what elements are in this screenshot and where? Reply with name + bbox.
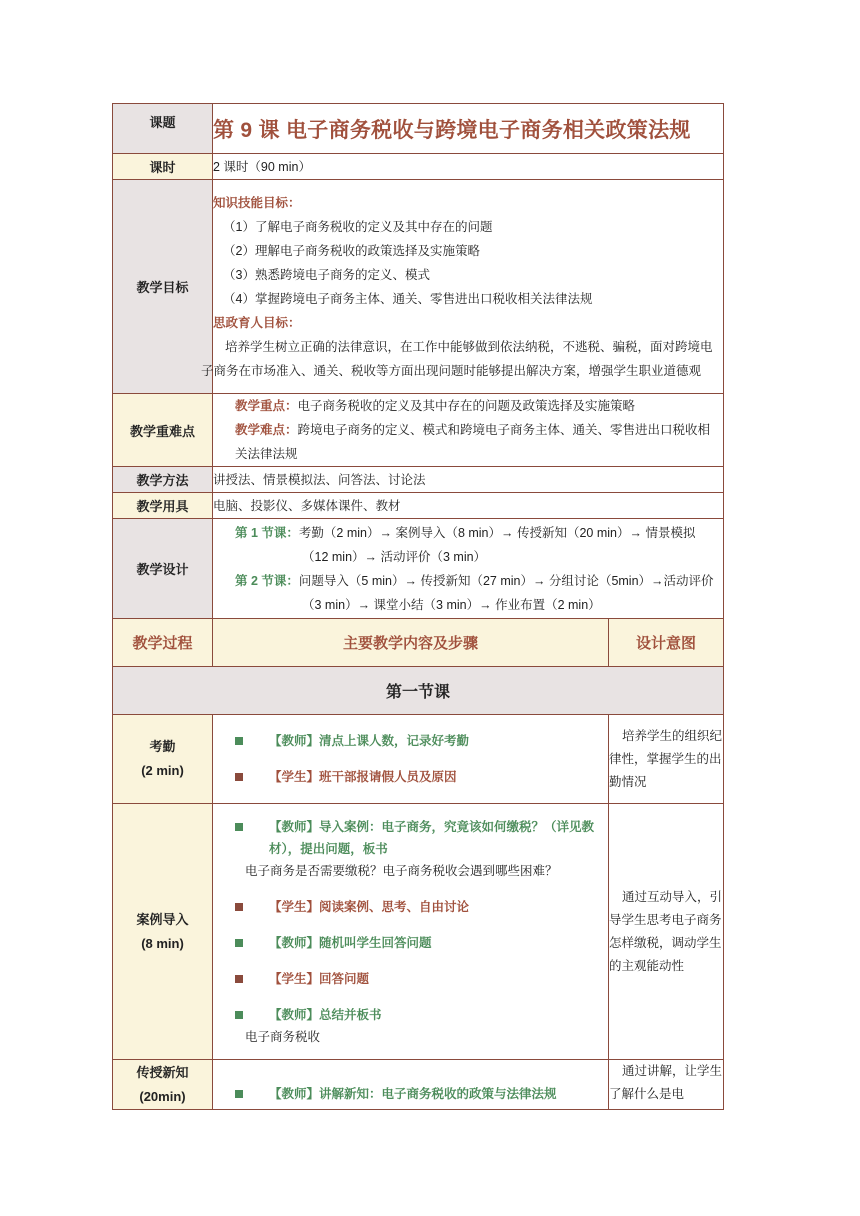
row-design [113, 519, 724, 619]
square-bullet-icon [235, 823, 243, 831]
case-teacher-2: 【教师】随机叫学生回答问题 [269, 935, 432, 950]
design-label: 教学设计 [113, 519, 213, 619]
newknow-intent: 通过讲解，让学生了解什么是电 [609, 1064, 723, 1101]
case-student-1: 【学生】阅读案例、思考、自由讨论 [269, 899, 470, 914]
row-methods [113, 467, 724, 493]
case-teacher-1: 【教师】导入案例：电子商务，究竟该如何缴税？（详见教材），提出问题，板书 [269, 819, 595, 856]
row-newknow [113, 1060, 724, 1110]
square-bullet-icon [235, 903, 243, 911]
case-time: (8 min) [141, 935, 184, 951]
case-label: 案例导入 [136, 911, 189, 927]
case-teacher-3: 【教师】总结并板书 [269, 1007, 382, 1022]
attendance-time: (2 min) [141, 763, 184, 778]
square-bullet-icon [235, 975, 243, 983]
tools-value: 电脑、投影仪、多媒体课件、教材 [213, 493, 724, 519]
row-objectives [113, 180, 724, 394]
row-hours [113, 154, 724, 180]
ideology-heading: 思政育人目标： [213, 315, 301, 330]
skill-item: （4）掌握跨境电子商务主体、通关、零售进出口税收相关法律法规 [223, 291, 593, 306]
row-attendance [113, 715, 724, 804]
row-keypoints [113, 394, 724, 467]
methods-label: 教学方法 [113, 467, 213, 493]
square-bullet-icon [235, 1011, 243, 1019]
square-bullet-icon [235, 1090, 243, 1098]
key-label: 教学重点： [235, 399, 298, 413]
attendance-intent: 培养学生的组织纪律性，掌握学生的出勤情况 [609, 728, 723, 789]
case-intent: 通过互动导入，引导学生思考电子商务怎样缴税，调动学生的主观能动性 [609, 889, 723, 973]
attendance-student: 【学生】班干部报请假人员及原因 [269, 770, 457, 784]
square-bullet-icon [235, 939, 243, 947]
newknow-teacher-1: 【教师】讲解新知：电子商务税收的政策与法律法规 [269, 1087, 557, 1101]
objectives-label: 教学目标 [113, 180, 213, 394]
section1-title: 第一节课 [113, 667, 724, 715]
lesson-title: 第 9 课 电子商务税收与跨境电子商务相关政策法规 [213, 104, 724, 154]
keypoints-label: 教学重难点 [113, 394, 213, 467]
header-process: 教学过程 [113, 619, 213, 667]
difficulty-text: 跨境电子商务的定义、模式和跨境电子商务主体、通关、零售进出口税收相关法律法规 [235, 423, 711, 461]
ideology-text: 培养学生树立正确的法律意识，在工作中能够做到依法纳税，不逃税、骗税，面对跨境电子商务在市场准入、通关、税收等方面出现问题时能够提出解决方案，增强学生职业道德观 [201, 339, 713, 378]
difficulty-label: 教学难点： [235, 423, 298, 437]
title-label: 课题 [113, 104, 213, 154]
row-case [113, 804, 724, 1060]
session1-label: 第 1 节课： [235, 525, 299, 540]
row-process-header [113, 619, 724, 667]
attendance-label: 考勤 [149, 739, 176, 754]
row-tools [113, 493, 724, 519]
session1-flow: 考勤（2 min）→ 案例导入（8 min）→ 传授新知（20 min）→ 情景模拟（12 min）→ 活动评价（3 min） [298, 525, 696, 564]
header-intent: 设计意图 [609, 619, 724, 667]
attendance-teacher: 【教师】清点上课人数，记录好考勤 [269, 734, 470, 748]
session2-label: 第 2 节课： [235, 573, 299, 588]
lesson-plan-table [112, 103, 724, 1110]
case-student-2: 【学生】回答问题 [269, 971, 370, 986]
hours-label: 课时 [113, 154, 213, 180]
skill-item: （3）熟悉跨境电子商务的定义、模式 [223, 267, 430, 282]
skill-item: （2）理解电子商务税收的政策选择及实施策略 [223, 243, 480, 258]
case-note: 电子商务税收 [245, 1029, 321, 1044]
skill-item: （1）了解电子商务税收的定义及其中存在的问题 [223, 219, 493, 234]
skill-heading: 知识技能目标： [213, 195, 301, 210]
key-text: 电子商务税收的定义及其中存在的问题及政策选择及实施策略 [297, 399, 636, 413]
hours-value: 2 课时（90 min） [213, 154, 724, 180]
header-content: 主要教学内容及步骤 [213, 619, 609, 667]
square-bullet-icon [235, 737, 243, 745]
row-section1 [113, 667, 724, 715]
tools-label: 教学用具 [113, 493, 213, 519]
newknow-time: (20min) [139, 1088, 186, 1104]
methods-value: 讲授法、情景模拟法、问答法、讨论法 [213, 467, 724, 493]
newknow-label: 传授新知 [136, 1064, 189, 1080]
case-question: 电子商务是否需要缴税？电子商务税收会遇到哪些困难？ [245, 863, 558, 878]
row-title [113, 104, 724, 154]
square-bullet-icon [235, 773, 243, 781]
session2-flow: 问题导入（5 min）→ 传授新知（27 min）→ 分组讨论（5min）→活动评价（3 min）→ 课堂小结（3 min）→ 作业布置（2 min） [298, 573, 714, 612]
